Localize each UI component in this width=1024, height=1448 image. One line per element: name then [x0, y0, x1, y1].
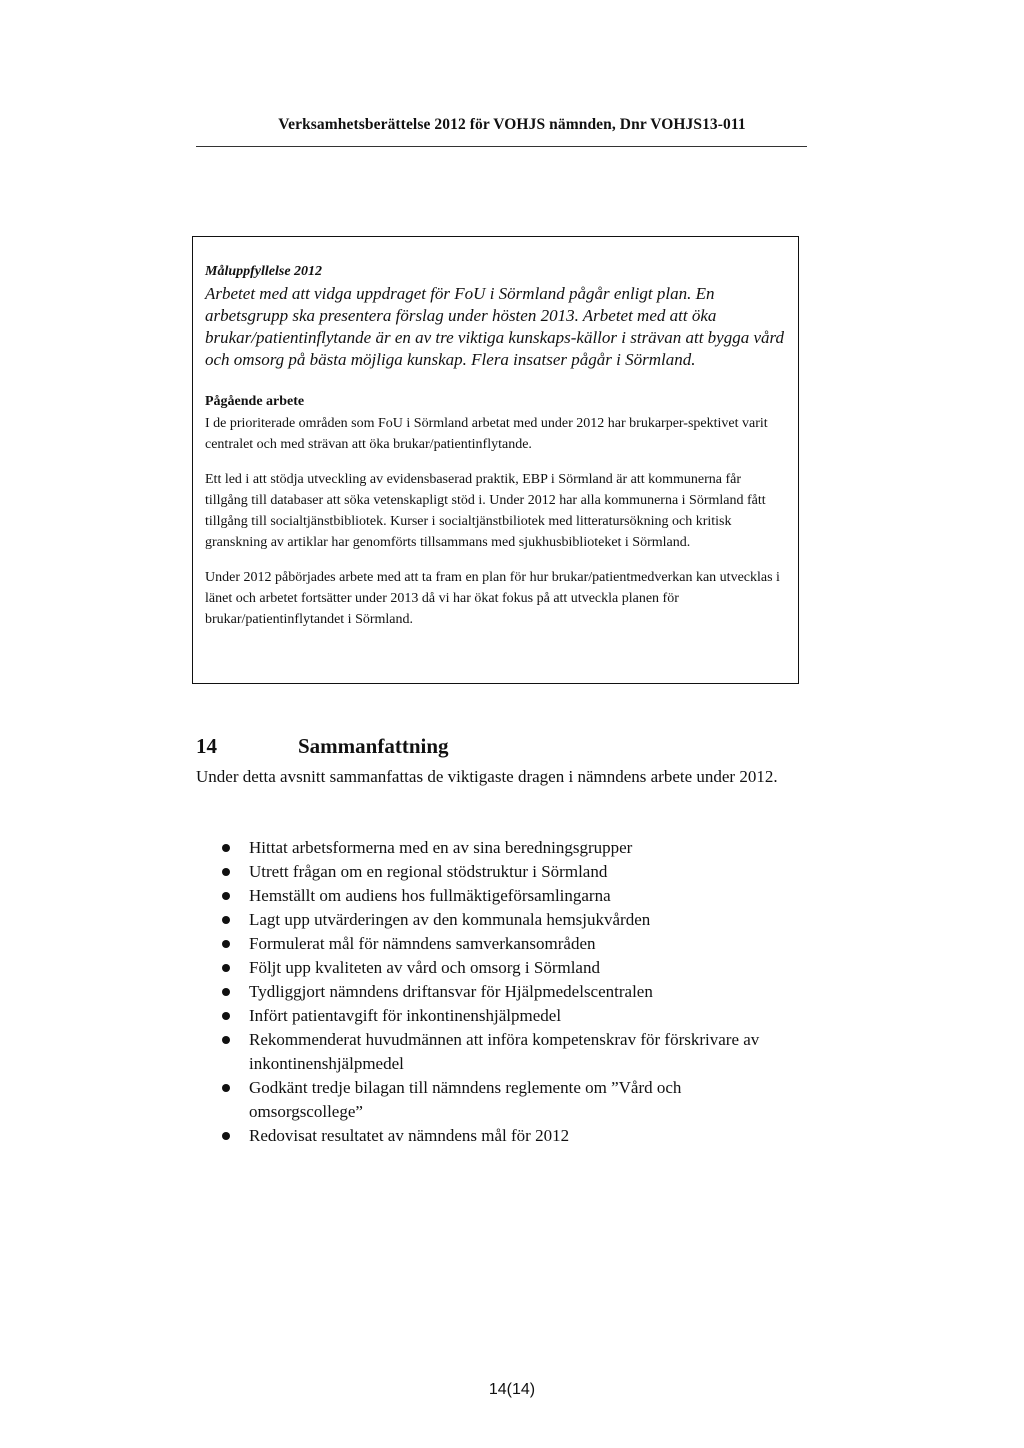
list-item: Hittat arbetsformerna med en av sina beredningsgrupper: [196, 836, 796, 860]
bullet-icon: [222, 1012, 230, 1020]
bullet-icon: [222, 916, 230, 924]
list-item: Hemställt om audiens hos fullmäktigeförsamlingarna: [196, 884, 796, 908]
bullet-icon: [222, 868, 230, 876]
summary-list: [196, 836, 796, 1148]
section-number: 14: [196, 734, 217, 758]
goal-fulfilment-box: [192, 236, 799, 684]
section-heading: [196, 734, 816, 759]
bullet-icon: [222, 892, 230, 900]
bullet-icon: [222, 964, 230, 972]
goal-fulfilment-text: Arbetet med att vidga uppdraget för FoU i Sörmland pågår enligt plan. En arbetsgrupp ska presentera förslag under hösten 2013. Arbetet med att öka brukar/patientinflytande är en av tre viktiga kunskaps-källor i strävan att bygga vård och omsorg på bästa möjliga kunskap. Flera insatser pågår i Sörmland.: [205, 284, 785, 369]
page-number: 14(14): [488, 1381, 536, 1398]
list-item: Utrett frågan om en regional stödstruktur i Sörmland: [196, 860, 796, 884]
bullet-icon: [222, 1132, 230, 1140]
goal-fulfilment-heading: Måluppfyllelse 2012: [205, 264, 323, 279]
section-title: Sammanfattning: [298, 734, 449, 758]
list-item: Redovisat resultatet av nämndens mål för 2012: [196, 1124, 796, 1148]
ongoing-work-heading: Pågående arbete: [205, 394, 305, 409]
list-item: Följt upp kvaliteten av vård och omsorg i Sörmland: [196, 956, 796, 980]
list-item: Infört patientavgift för inkontinenshjälpmedel: [196, 1004, 796, 1028]
ongoing-paragraph-2: Ett led i att stödja utveckling av evidensbaserad praktik, EBP i Sörmland är att kommunerna får tillgång till databaser att söka vetenskapligt stöd i. Under 2012 har alla kommunerna i Sörmland fått tillgång till socialtjänstbibliotek. Kurser i socialtjänstbiliotek med litteratursökning och kritisk granskning av artiklar har genomförts tillsammans med sjukhusbiblioteket i Sörmland.: [205, 472, 766, 550]
list-item: Tydliggjort nämndens driftansvar för Hjälpmedelscentralen: [196, 980, 796, 1004]
list-item: Godkänt tredje bilagan till nämndens reglemente om ”Vård och omsorgscollege”: [196, 1076, 796, 1124]
bullet-icon: [222, 1036, 230, 1044]
bullet-icon: [222, 988, 230, 996]
list-item: Lagt upp utvärderingen av den kommunala hemsjukvården: [196, 908, 796, 932]
running-header: Verksamhetsberättelse 2012 för VOHJS nämnden, Dnr VOHJS13-011: [278, 116, 746, 133]
list-item: Rekommenderat huvudmännen att införa kompetenskrav för förskrivare av inkontinenshjälpmedel: [196, 1028, 796, 1076]
bullet-icon: [222, 940, 230, 948]
header-divider: [196, 146, 807, 147]
ongoing-paragraph-3: Under 2012 påbörjades arbete med att ta fram en plan för hur brukar/patientmedverkan kan utvecklas i länet och arbetet fortsätter under 2013 då vi har ökat fokus på att utveckla planen för brukar/patientinflytandet i Sörmland.: [205, 570, 780, 627]
list-item: Formulerat mål för nämndens samverkansområden: [196, 932, 796, 956]
bullet-icon: [222, 1084, 230, 1092]
ongoing-paragraph-1: I de prioriterade områden som FoU i Sörmland arbetat med under 2012 har brukarper-spektivet varit centralet och med strävan att öka brukar/patientinflytande.: [205, 416, 768, 452]
bullet-icon: [222, 844, 230, 852]
section-intro: Under detta avsnitt sammanfattas de viktigaste dragen i nämndens arbete under 2012.: [196, 767, 778, 786]
